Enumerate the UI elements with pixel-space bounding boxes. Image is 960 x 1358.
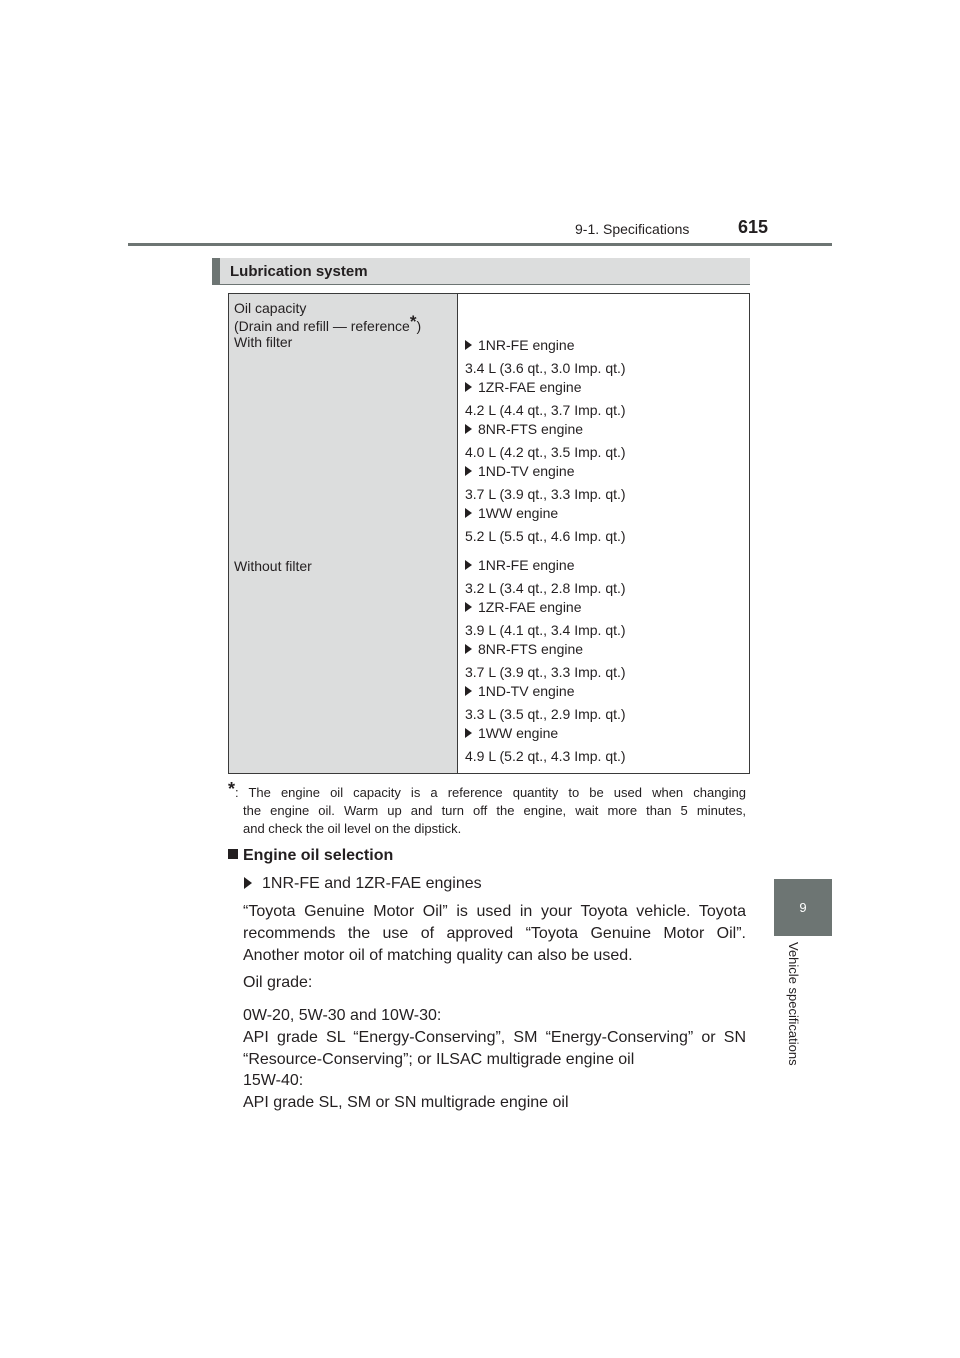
- triangle-bullet-icon: [465, 466, 472, 476]
- triangle-bullet-icon: [244, 877, 252, 889]
- square-bullet-icon: [228, 849, 238, 859]
- section-heading-accent: [212, 258, 220, 284]
- footnote-line-2: the engine oil. Warm up and turn off the engine, wait more than 5 minutes,: [243, 803, 746, 818]
- table-row-capacity: 4.9 L (5.2 qt., 4.3 Imp. qt.): [465, 748, 626, 764]
- table-row-capacity: 5.2 L (5.5 qt., 4.6 Imp. qt.): [465, 528, 626, 544]
- footnote-star: *: [228, 779, 236, 799]
- engine-name: 8NR-FTS engine: [478, 641, 584, 657]
- triangle-bullet-icon: [465, 382, 472, 392]
- triangle-bullet-icon: [465, 644, 472, 654]
- paragraph-line-1: “Toyota Genuine Motor Oil” is used in your Toyota vehicle. Toyota: [243, 903, 746, 920]
- footnote-line: [228, 779, 746, 802]
- section-heading-bar: [212, 258, 750, 284]
- paragraph-line-2: recommends the use of approved “Toyota Genuine Motor Oil”.: [243, 925, 746, 942]
- drain-refill-prefix: (Drain and refill — reference: [234, 318, 410, 334]
- chapter-label-text: Vehicle specifications: [786, 942, 801, 1066]
- engine-name: 8NR-FTS engine: [478, 421, 584, 437]
- section-title: Lubrication system: [230, 262, 368, 280]
- engine-applicability: [244, 875, 482, 893]
- engine-name: 1ZR-FAE engine: [478, 599, 582, 615]
- triangle-bullet-icon: [465, 686, 472, 696]
- engine-name: 1ND-TV engine: [478, 683, 575, 699]
- table-row-engine: [465, 641, 583, 658]
- footnote-line-3: and check the oil level on the dipstick.: [243, 821, 462, 836]
- table-row-capacity: 3.2 L (3.4 qt., 2.8 Imp. qt.): [465, 580, 626, 596]
- capacity-footnote: [228, 779, 746, 838]
- genuine-oil-paragraph: [243, 901, 746, 967]
- engine-name: 1NR-FE engine: [478, 557, 575, 573]
- triangle-bullet-icon: [465, 340, 472, 350]
- paragraph-line-3: Another motor oil of matching quality can also be used.: [243, 947, 633, 964]
- triangle-bullet-icon: [465, 424, 472, 434]
- chapter-number: 9: [799, 900, 807, 915]
- drain-refill-label: [234, 312, 422, 335]
- without-filter-label: Without filter: [234, 558, 312, 574]
- engine-name: 1NR-FE engine: [478, 337, 575, 353]
- with-filter-label: With filter: [234, 334, 293, 350]
- engine-name: 1ND-TV engine: [478, 463, 575, 479]
- grade-1-line-2: “Resource-Conserving”; or ILSAC multigrade engine oil: [243, 1051, 635, 1068]
- triangle-bullet-icon: [465, 508, 472, 518]
- engine-name: 1ZR-FAE engine: [478, 379, 582, 395]
- triangle-bullet-icon: [465, 728, 472, 738]
- table-row-capacity: 3.3 L (3.5 qt., 2.9 Imp. qt.): [465, 706, 626, 722]
- table-row-engine: [465, 599, 582, 616]
- header-divider: [128, 243, 832, 246]
- table-row-engine: [465, 379, 582, 396]
- grade-2-line-1: API grade SL, SM or SN multigrade engine oil: [243, 1094, 569, 1111]
- drain-refill-suffix: ): [416, 318, 422, 334]
- reference-star: *: [409, 312, 417, 331]
- engine-applicability-text: 1NR-FE and 1ZR-FAE engines: [262, 875, 482, 892]
- engine-name: 1WW engine: [478, 505, 559, 521]
- section-heading-underline: [212, 284, 750, 285]
- table-row-engine: [465, 421, 583, 438]
- table-row-capacity: 3.9 L (4.1 qt., 3.4 Imp. qt.): [465, 622, 626, 638]
- section-breadcrumb: 9-1. Specifications: [575, 221, 690, 237]
- grade-block-2: [243, 1070, 746, 1114]
- grade-block-1: [243, 1005, 746, 1071]
- table-row-capacity: 4.2 L (4.4 qt., 3.7 Imp. qt.): [465, 402, 626, 418]
- oil-capacity-label: Oil capacity: [234, 300, 307, 316]
- chapter-tab[interactable]: [774, 879, 832, 936]
- table-row-capacity: 3.7 L (3.9 qt., 3.3 Imp. qt.): [465, 664, 626, 680]
- grade-2-viscosity: 15W-40:: [243, 1072, 304, 1089]
- table-row-capacity: 4.0 L (4.2 qt., 3.5 Imp. qt.): [465, 444, 626, 460]
- oil-grade-label: Oil grade:: [243, 974, 313, 991]
- table-row-engine: [465, 463, 575, 480]
- table-row-engine: [465, 337, 575, 354]
- page-number: 615: [738, 217, 769, 237]
- engine-name: 1WW engine: [478, 725, 559, 741]
- table-row-engine: [465, 725, 558, 742]
- table-row-engine: [465, 505, 558, 522]
- grade-1-viscosity: 0W-20, 5W-30 and 10W-30:: [243, 1007, 442, 1024]
- triangle-bullet-icon: [465, 560, 472, 570]
- table-row-capacity: 3.4 L (3.6 qt., 3.0 Imp. qt.): [465, 360, 626, 376]
- table-row-engine: [465, 683, 575, 700]
- engine-oil-heading: [228, 847, 393, 865]
- engine-oil-heading-text: Engine oil selection: [243, 847, 394, 864]
- grade-1-line-1: API grade SL “Energy-Conserving”, SM “Energy-Conserving” or SN: [243, 1029, 746, 1046]
- oil-capacity-table: [228, 293, 750, 774]
- footnote-line-1: : The engine oil capacity is a reference quantity to be used when changing: [235, 785, 746, 800]
- table-label-column: [229, 294, 458, 773]
- triangle-bullet-icon: [465, 602, 472, 612]
- table-row-engine: [465, 557, 575, 574]
- table-row-capacity: 3.7 L (3.9 qt., 3.3 Imp. qt.): [465, 486, 626, 502]
